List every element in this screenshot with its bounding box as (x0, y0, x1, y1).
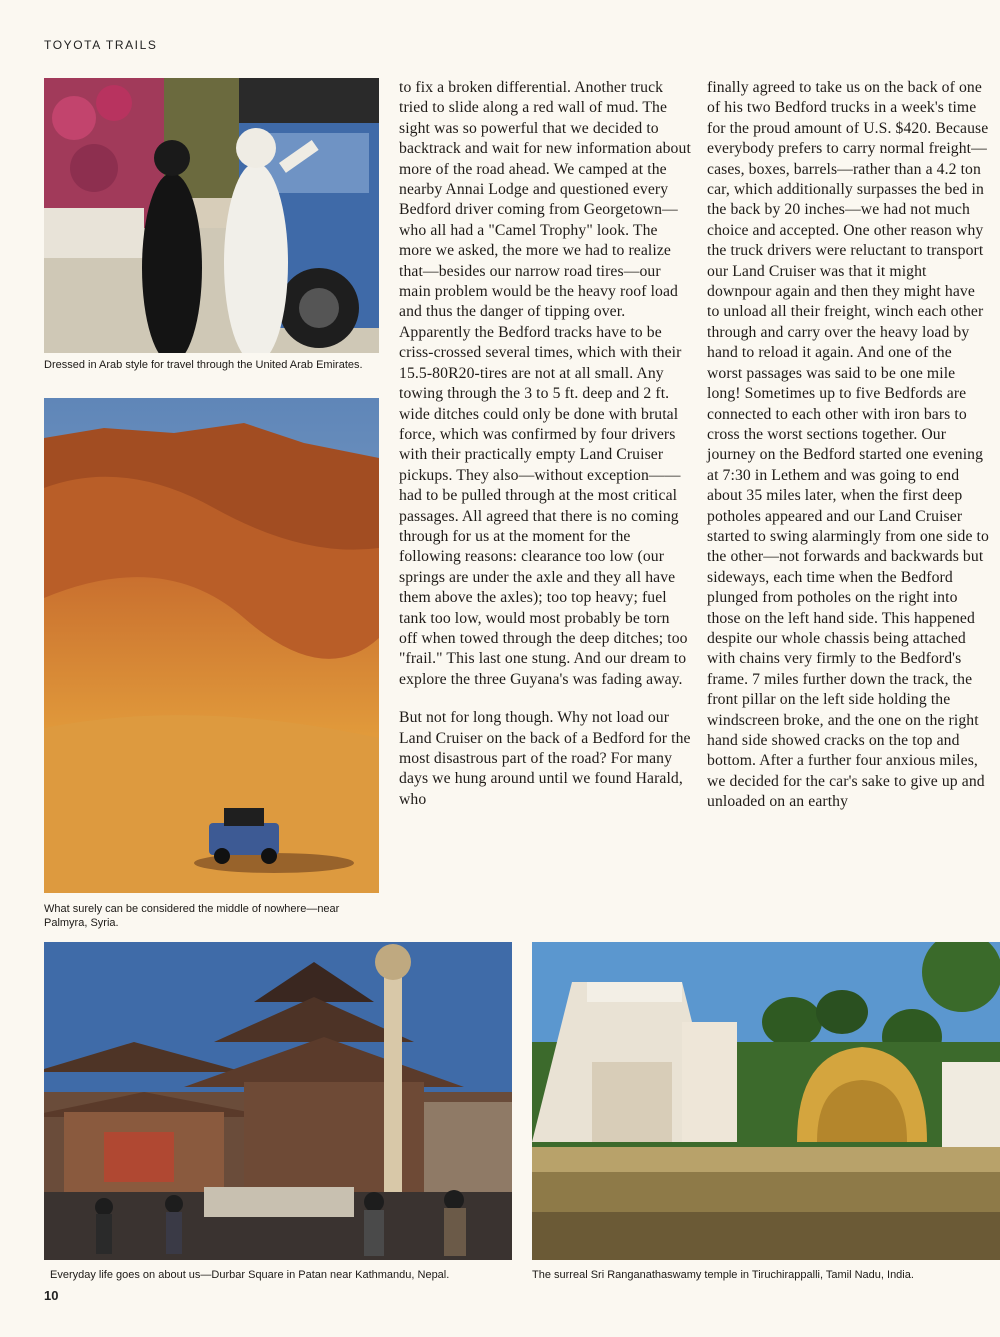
page-number: 10 (44, 1288, 59, 1303)
photo-temple (532, 942, 1000, 1260)
caption-arab-dress: Dressed in Arab style for travel through the United Arab Emirates. (44, 359, 363, 371)
caption-desert: What surely can be considered the middle of nowhere—near Palmyra, Syria. (44, 903, 340, 929)
running-head: TOYOTA TRAILS (44, 38, 158, 52)
photo-durbar-square (44, 942, 512, 1260)
photo-arab-dress (44, 78, 379, 353)
article-column-2 (399, 78, 691, 828)
article-column-3 (707, 78, 989, 831)
caption-temple: The surreal Sri Ranganathaswamy temple in Tiruchirappalli, Tamil Nadu, India. (532, 1269, 914, 1281)
article-paragraph: to fix a broken differential. Another truck tried to slide along a red wall of mud. The sight was so powerful that we decided to backtrack and wait for new information about more of the road ahead. We camped at the nearby Annai Lodge and questioned every Bedford driver coming from Georgetown—who all had a "Camel Trophy" look. The more we asked, the more we had to realize that—besides our narrow road tires—our main problem would be the heavy roof load and thus the danger of tipping over. Apparently the Bedford tracks have to be criss-crossed several times, which with their 15.5-80R20-tires are not at all small. Any towing through the 3 to 5 ft. deep and 2 ft. wide ditches could only be done with brutal force, which was confirmed by four drivers with their practically empty Land Cruiser pickups. They also—without exception——had to be pulled through at the most critical passages. All agreed that there is no coming through for us at the moment for the following reasons: clearance too low (our springs are under the axle and they all have them above the axles); too top heavy; fuel tank too low, would most probably be torn off when towed through the deep ditches; too "frail." This last one stung. And our dream to explore the three Guyana's was fading away. (399, 79, 691, 688)
article-paragraph: But not for long though. Why not load our Land Cruiser on the back of a Bedford for the most disastrous part of the road? For many days we hung around until we found Harald, who (399, 709, 691, 808)
caption-durbar-square: Everyday life goes on about us—Durbar Square in Patan near Kathmandu, Nepal. (50, 1269, 450, 1281)
photo-desert (44, 398, 379, 893)
article-paragraph: finally agreed to take us on the back of one of his two Bedford trucks in a week's time for the proud amount of U.S. $420. Because everybody prefers to carry normal freight—cases, boxes, barrels—rather than a 4.2 ton car, which additionally surpasses the bed in the back by 20 inches—we had not much choice and accepted. One other reason why the truck drivers were reluctant to transport our Land Cruiser was that it might downpour again and then they might have to unload all their freight, winch each other through and carry over the heavy load by hand to reload it again. And one of the worst passages was said to be one mile long! Sometimes up to five Bedfords are connected to each other with iron bars to cross the worst sections together. Our journey on the Bedford started one evening at 7:30 in Lethem and was going to end about 35 miles later, when the first deep potholes appeared and our Land Cruiser started to swing alarmingly from one side to the other—not forwards and backwards but sideways, each time when the Bedford plunged from potholes on the right into those on the left hand side. This happened despite our whole chassis being attached with chains very firmly to the Bedford's frame. 7 miles further down the track, the front pillar on the left side holding the windscreen broke, and the one on the right hand side showed cracks on the top and bottom. After a further four anxious miles, we decided for the car's sake to give up and unloaded on an earthy (707, 79, 989, 811)
